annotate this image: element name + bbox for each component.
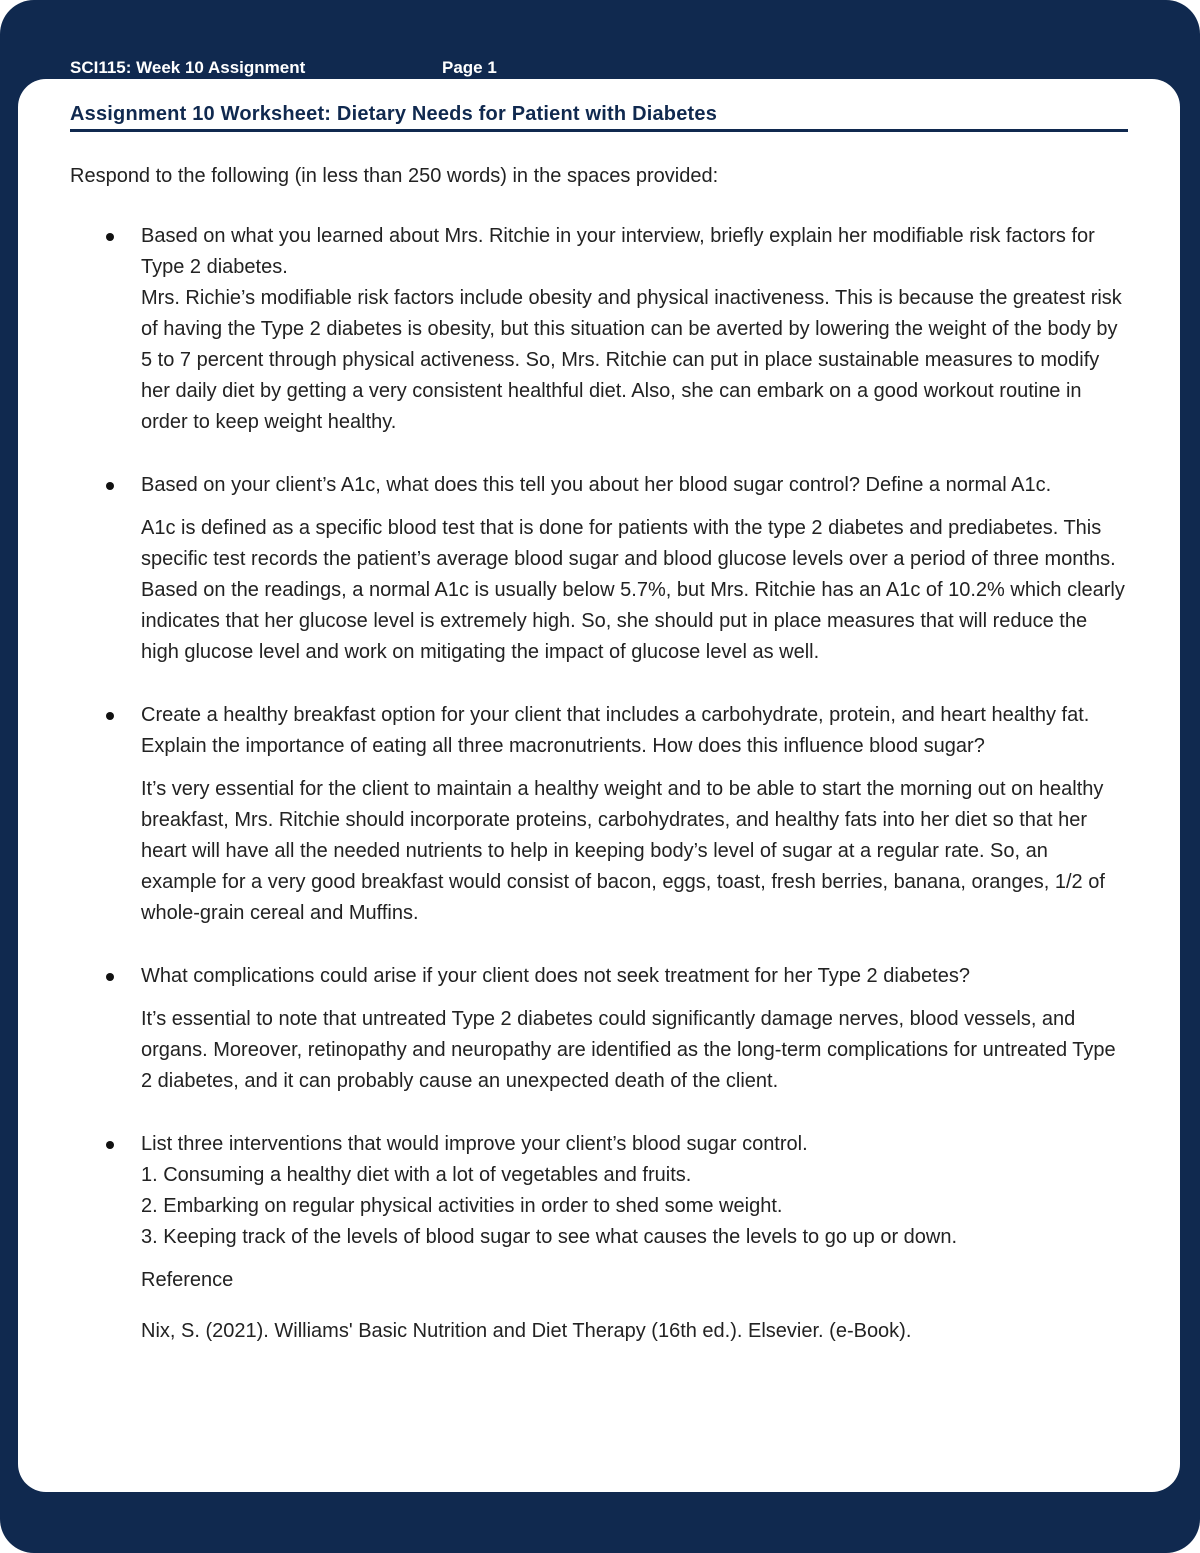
worksheet-title: Assignment 10 Worksheet: Dietary Needs for Patient with Diabetes	[70, 103, 1128, 132]
question-item-2	[70, 470, 1128, 668]
instructions: Respond to the following (in less than 250 words) in the spaces provided:	[70, 165, 719, 187]
answer-text: A1c is defined as a specific blood test that is done for patients with the type 2 diabetes and prediabetes. This specific test records the patient’s average blood sugar and blood glucose levels over a period of three months. Based on the readings, a normal A1c is usually below 5.7%, but Mrs. Ritchie has an A1c of 10.2% which clearly indicates that her glucose level is extremely high. So, she should put in place measures that will reduce the high glucose level and work on mitigating the impact of glucose level as well.	[141, 517, 1125, 663]
reference-entry: Nix, S. (2021). Williams' Basic Nutrition and Diet Therapy (16th ed.). Elsevier. (e-Book).	[141, 1320, 912, 1342]
question-item-5	[70, 1129, 1128, 1347]
bullet-icon	[106, 712, 114, 720]
bullet-icon	[106, 482, 114, 490]
answer-text: It’s very essential for the client to maintain a healthy weight and to be able to start the morning out on healthy breakfast, Mrs. Ritchie should incorporate proteins, carbohydrates, and healthy fats into her diet so that her heart will have all the needed nutrients to help in keeping body’s level of sugar at a regular rate. So, an example for a very good breakfast would consist of bacon, eggs, toast, fresh berries, banana, oranges, 1/2 of whole-grain cereal and Muffins.	[141, 778, 1105, 924]
question-text: Create a healthy breakfast option for your client that includes a carbohydrate, protein, and heart healthy fat. Explain the importance of eating all three macronutrients. How does this influence blood sugar?	[141, 704, 1090, 757]
course-title: SCI115: Week 10 Assignment	[70, 58, 306, 77]
reference-heading: Reference	[141, 1269, 234, 1291]
answer-text: It’s essential to note that untreated Type 2 diabetes could significantly damage nerves, blood vessels, and organs. Moreover, retinopathy and neuropathy are identified as the long-term complications for untreated Type 2 diabetes, and it can probably cause an unexpected death of the client.	[141, 1008, 1116, 1092]
intervention-3: 3. Keeping track of the levels of blood sugar to see what causes the levels to go up or down.	[141, 1226, 958, 1248]
worksheet-card	[18, 79, 1180, 1492]
question-item-4	[70, 961, 1128, 1097]
intervention-1: 1. Consuming a healthy diet with a lot of vegetables and fruits.	[141, 1164, 692, 1186]
question-item-1	[70, 221, 1128, 438]
intervention-2: 2. Embarking on regular physical activities in order to shed some weight.	[141, 1195, 783, 1217]
bullet-icon	[106, 233, 114, 241]
question-text: Based on what you learned about Mrs. Ritchie in your interview, briefly explain her modifiable risk factors for Type 2 diabetes.	[141, 225, 1095, 278]
page-number: Page 1	[442, 58, 497, 77]
question-text: List three interventions that would improve your client’s blood sugar control.	[141, 1133, 808, 1155]
bullet-icon	[106, 1141, 114, 1149]
worksheet-content	[70, 103, 1128, 1367]
question-text: Based on your client’s A1c, what does this tell you about her blood sugar control? Define a normal A1c.	[141, 474, 1052, 496]
answer-text: Mrs. Richie’s modifiable risk factors include obesity and physical inactiveness. This is because the greatest risk of having the Type 2 diabetes is obesity, but this situation can be averted by lowering the weight of the body by 5 to 7 percent through physical activeness. So, Mrs. Ritchie can put in place sustainable measures to modify her daily diet by getting a very consistent healthful diet. Also, she can embark on a good workout routine in order to keep weight healthy.	[141, 287, 1122, 433]
bullet-icon	[106, 973, 114, 981]
question-item-3	[70, 700, 1128, 929]
question-text: What complications could arise if your client does not seek treatment for her Type 2 diabetes?	[141, 965, 970, 987]
